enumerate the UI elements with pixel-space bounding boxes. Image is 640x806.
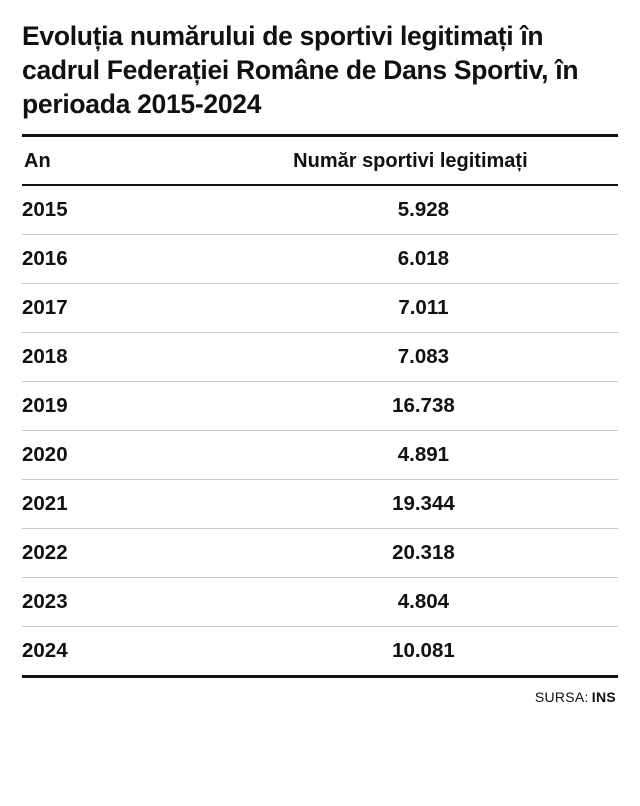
cell-value: 5.928 [397,198,450,222]
cell-value: 6.018 [397,247,450,271]
cell-year: 2022 [22,541,68,565]
column-header-year: An [24,149,51,172]
table-row [22,283,618,332]
cell-value: 7.011 [398,296,449,320]
table-row [22,430,618,479]
cell-year: 2020 [22,443,68,467]
page-title: Evoluția numărului de sportivi legitimați în cadrul Federației Române de Dans Sportiv, în perioada 2015-2024 [22,21,579,119]
cell-value: 4.891 [397,443,450,467]
table-row [22,332,618,381]
cell-value: 7.083 [397,345,450,369]
table-header-row [22,137,618,185]
cell-value: 16.738 [392,394,455,418]
source-label: SURSA: [534,688,589,705]
table-row [22,234,618,283]
table-body [22,185,618,675]
cell-value: 19.344 [392,492,455,516]
cell-year: 2017 [22,296,68,320]
cell-year: 2021 [22,492,68,516]
table-header [22,137,618,185]
table-row [22,626,618,675]
cell-year: 2018 [22,345,68,369]
source-line [22,689,618,705]
data-table [22,137,618,675]
cell-year: 2016 [22,247,68,271]
cell-year: 2023 [22,590,68,614]
cell-year: 2019 [22,394,68,418]
cell-year: 2015 [22,198,68,222]
table-row [22,577,618,626]
column-header-value: Număr sportivi legitimați [293,149,528,172]
cell-value: 4.804 [397,590,450,614]
source-value: INS [591,688,616,705]
cell-value: 10.081 [392,639,455,663]
table-bottom-divider [22,675,618,678]
table-row [22,185,618,235]
table-row [22,479,618,528]
table-row [22,381,618,430]
table-row [22,528,618,577]
cell-value: 20.318 [392,541,455,565]
cell-year: 2024 [22,639,68,663]
